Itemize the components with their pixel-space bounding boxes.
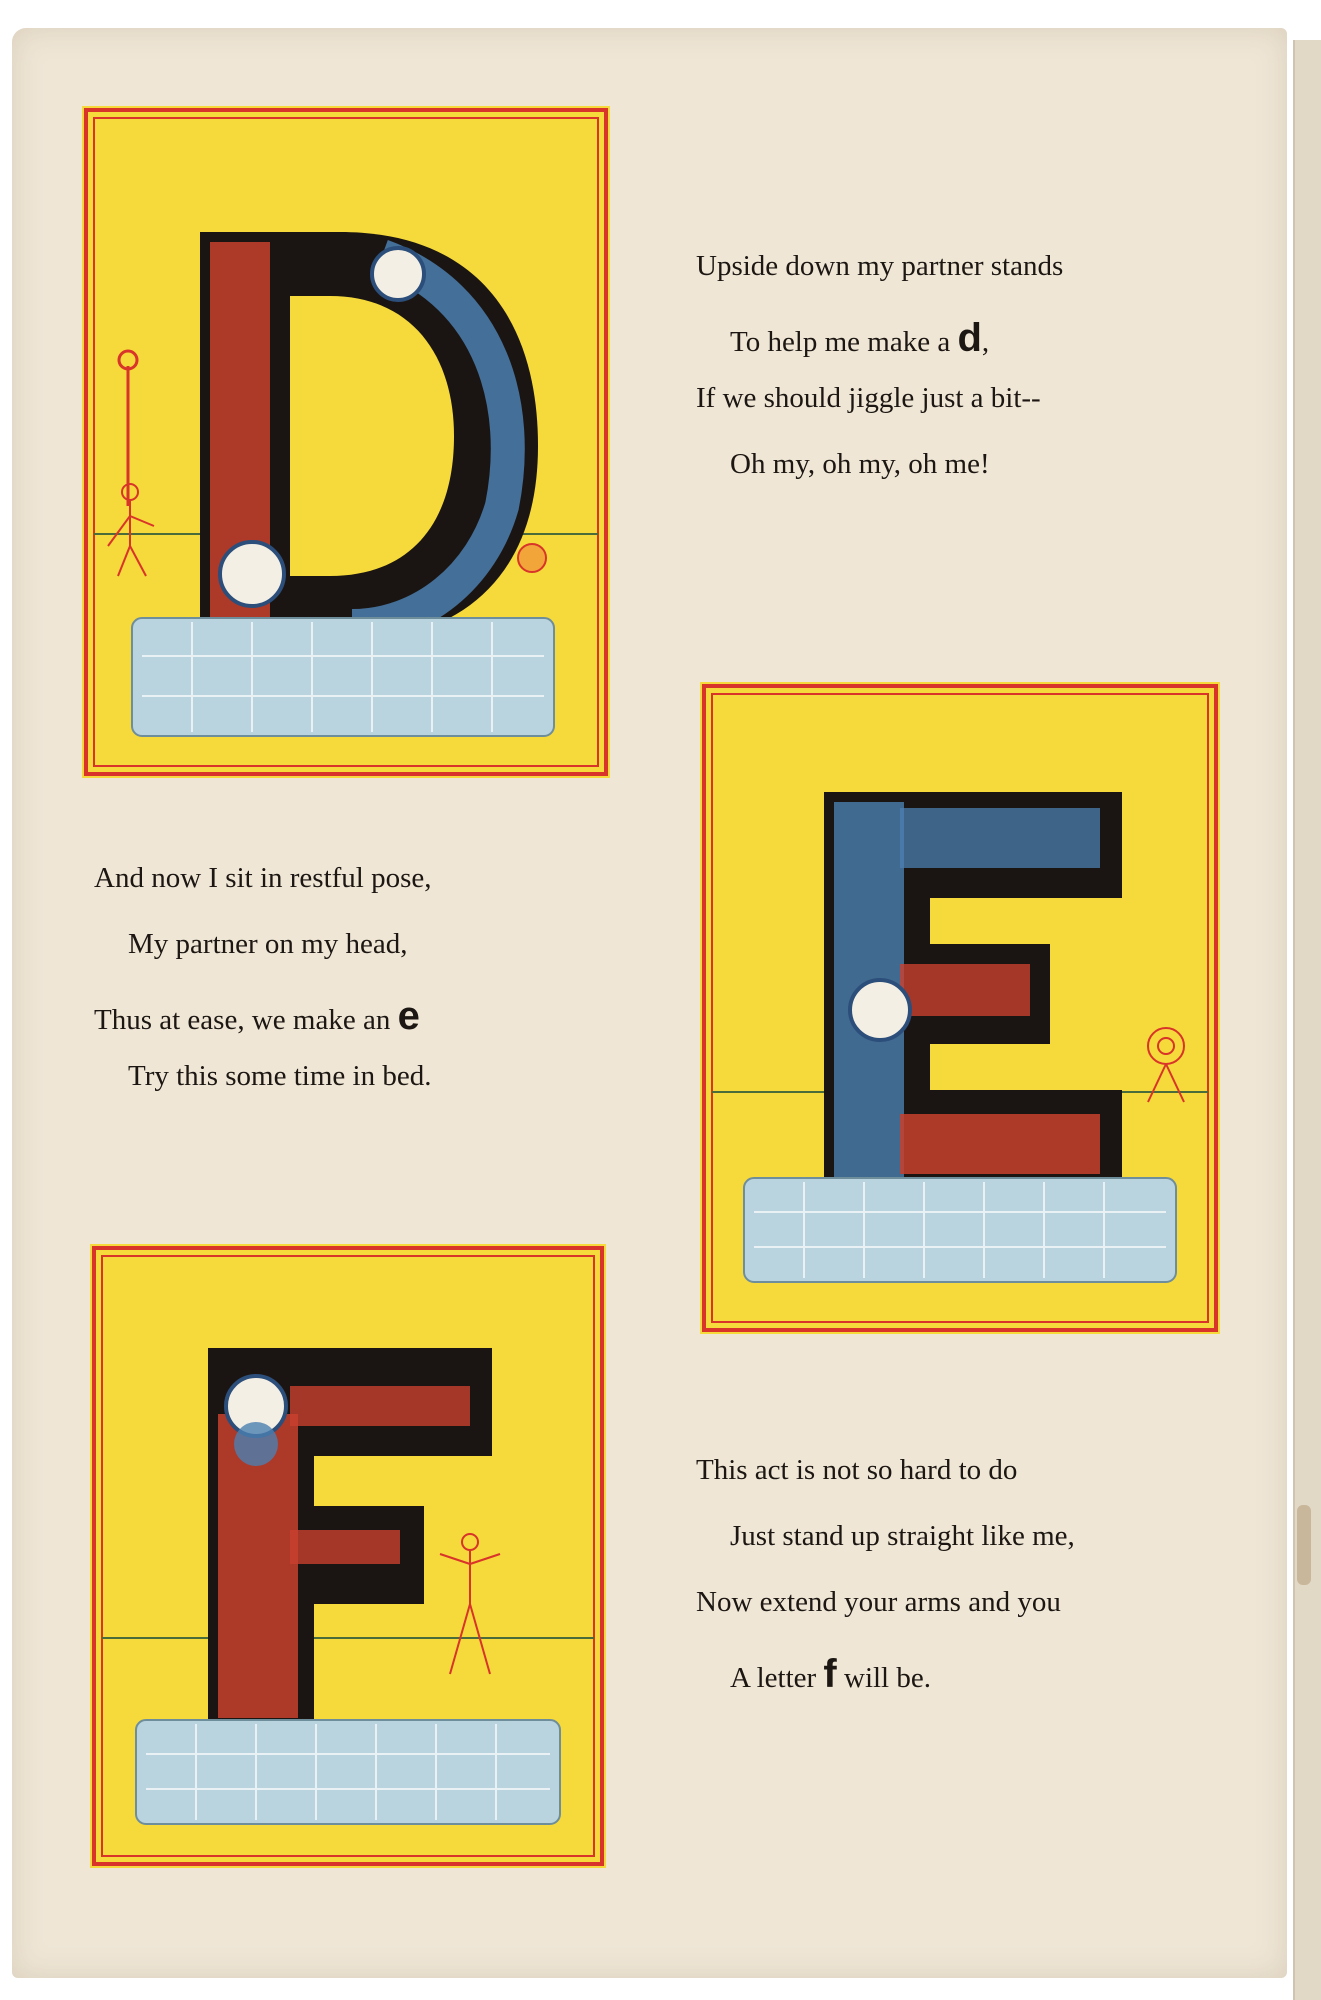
- verse-f-line-4-text: A letter: [730, 1662, 824, 1694]
- verse-e-line-4: Try this some time in bed.: [128, 1060, 432, 1092]
- verse-d-line-2-text: To help me make a: [730, 326, 958, 358]
- verse-f-line-4-tail: will be.: [836, 1662, 931, 1694]
- verse-f-line-2: Just stand up straight like me,: [730, 1520, 1075, 1552]
- highlighted-letter-e: e: [397, 994, 420, 1038]
- verse-e-line-1: And now I sit in restful pose,: [94, 862, 432, 894]
- highlighted-letter-f: f: [823, 1652, 837, 1696]
- illustration-letter-d: [82, 106, 610, 778]
- verse-d-line-2: [696, 316, 1063, 382]
- illustration-letter-e: [700, 682, 1220, 1334]
- verse-d-line-4: Oh my, oh my, oh me!: [730, 448, 990, 480]
- verse-e-line-2: My partner on my head,: [128, 928, 408, 960]
- verse-d-line-1: Upside down my partner stands: [696, 250, 1064, 282]
- verse-f-line-3: Now extend your arms and you: [696, 1586, 1061, 1618]
- verse-d-line-3: If we should jiggle just a bit--: [696, 382, 1041, 414]
- verse-f-line-1: This act is not so hard to do: [696, 1454, 1018, 1486]
- verse-f-line-4: [696, 1652, 1075, 1718]
- illustration-letter-f: [90, 1244, 606, 1868]
- binding-staple: [1297, 1505, 1311, 1585]
- verse-d-line-2-tail: ,: [981, 326, 990, 358]
- verse-e-line-3-text: Thus at ease, we make an: [94, 1004, 398, 1036]
- verse-letter-d: [696, 250, 1063, 514]
- verse-letter-f: [696, 1454, 1075, 1718]
- verse-letter-e: [94, 862, 432, 1126]
- verse-e-line-3: [94, 994, 432, 1060]
- facing-page-edge: [1293, 40, 1321, 2000]
- highlighted-letter-d: d: [957, 316, 982, 360]
